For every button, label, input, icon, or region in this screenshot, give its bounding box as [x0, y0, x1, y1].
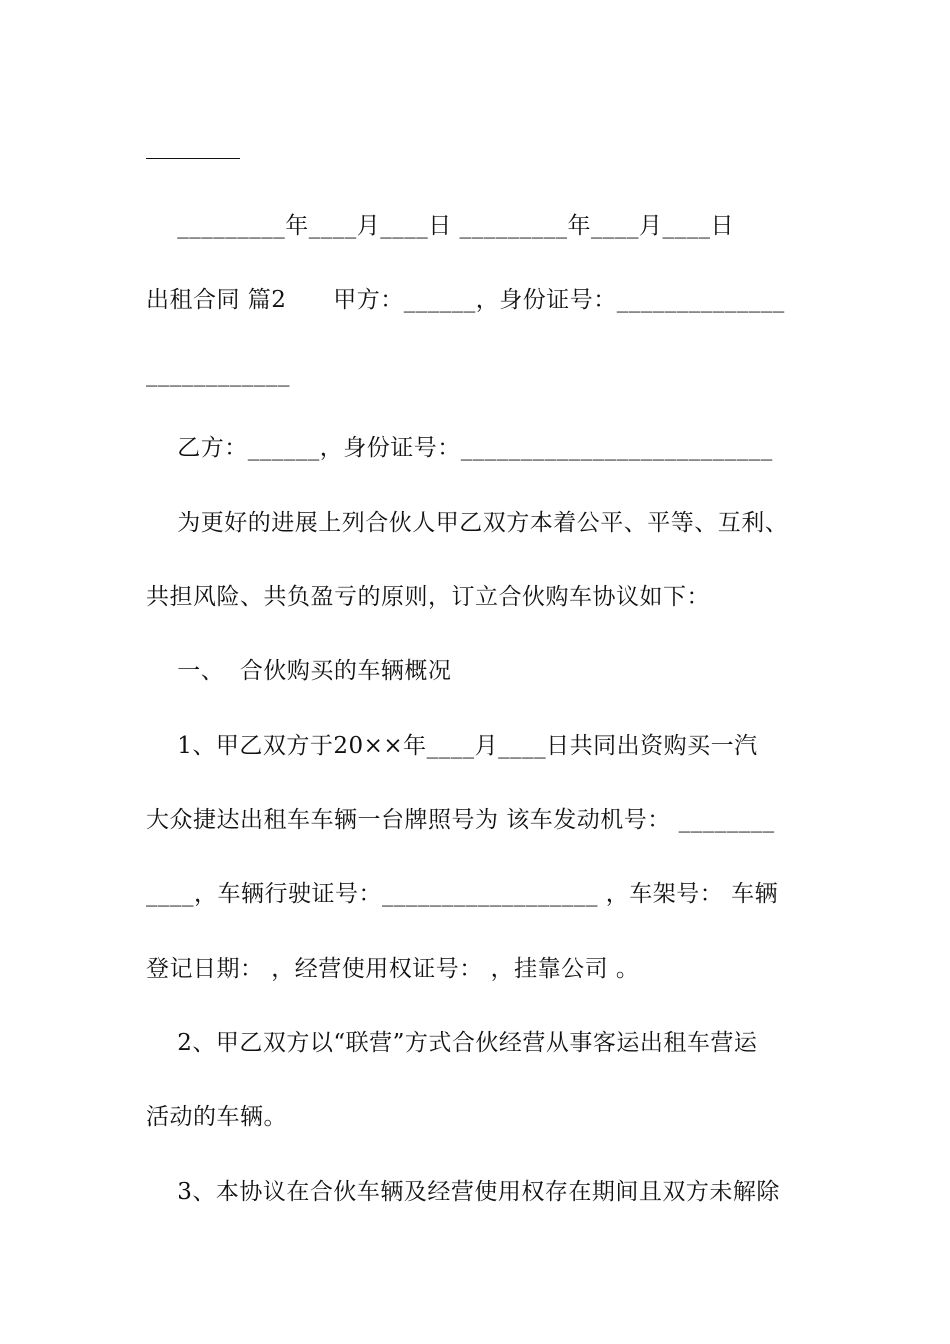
clause-1-line-4: 登记日期： ，经营使用权证号： ，挂靠公司 。	[146, 956, 640, 982]
section-heading-1: 一、 合伙购买的车辆概况	[146, 658, 452, 684]
clause-1-line-2: 大众捷达出租车车辆一台牌照号为 该车发动机号： ________	[146, 807, 775, 833]
signature-date-line: _________年____月____日 _________年____月____日	[146, 213, 735, 239]
top-underline	[146, 158, 240, 159]
clause-3-line-1: 3、本协议在合伙车辆及经营使用权存在期间且双方未解除	[146, 1179, 780, 1205]
clause-2-line-1: 2、甲乙双方以“联营”方式合伙经营从事客运出租车营运	[146, 1030, 758, 1056]
clause-1-line-3: ____，车辆行驶证号：__________________ ，车架号： 车辆	[146, 881, 779, 907]
party-a-id-continuation: ____________	[146, 361, 290, 387]
preamble-line-1: 为更好的进展上列合伙人甲乙双方本着公平、平等、互利、	[146, 510, 789, 536]
preamble-line-2: 共担风险、共负盈亏的原则，订立合伙购车协议如下：	[146, 584, 710, 610]
party-b-line: 乙方：______，身份证号：__________________________	[146, 435, 773, 461]
clause-1-line-1: 1、甲乙双方于20××年____月____日共同出资购买一汽	[146, 733, 758, 759]
contract-title-party-a-line: 出租合同 篇2 甲方：______，身份证号：______________	[146, 287, 785, 313]
clause-2-line-2: 活动的车辆。	[146, 1104, 287, 1130]
